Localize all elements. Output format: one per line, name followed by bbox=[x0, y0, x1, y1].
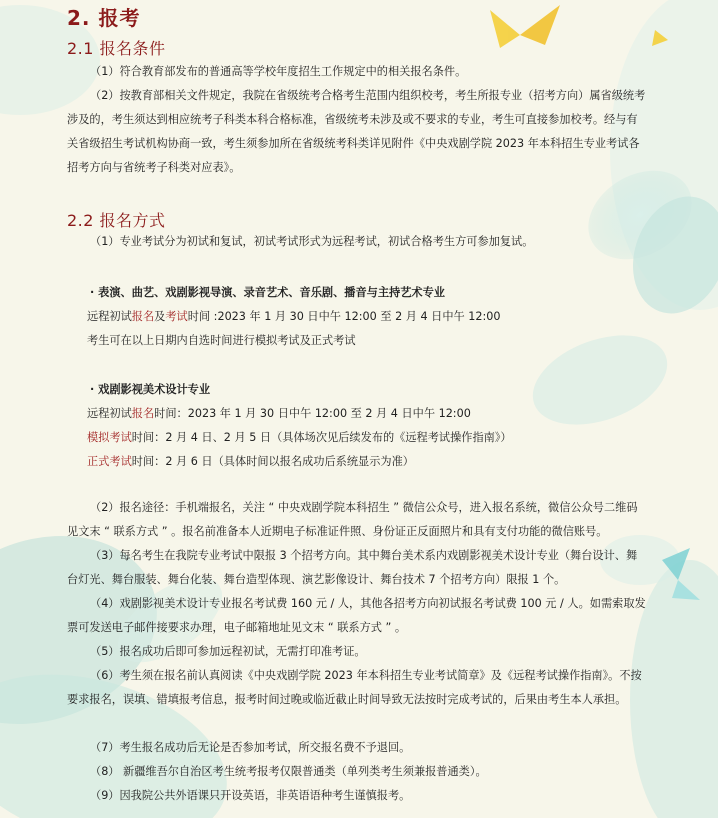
conditions-heading: 2.1 报名条件 bbox=[67, 39, 166, 58]
methods-item-7: （7）考生报名成功后无论是否参加考试，所交报名费不予退回。 bbox=[90, 741, 411, 754]
methods-item-3: （3）每名考生在我院专业考试中限报 3 个招考方向。其中舞台美术系内戏剧影视美术设计专业（舞台设计、舞台灯光、舞台服装、舞台化装、舞台造型体现、演艺影像设计、舞台技术 7 个招考方向）限报 1 个。 bbox=[67, 549, 638, 586]
methods-item-5: （5）报名成功后即可参加远程初试，无需打印准考证。 bbox=[90, 645, 366, 658]
conditions-item-1: （1）符合教育部发布的普通高等学校年度招生工作规定中的相关报名条件。 bbox=[90, 65, 467, 78]
methods-heading: 2.2 报名方式 bbox=[67, 211, 166, 230]
group-b-formal-exam: 正式考试时间：2 月 6 日（具体时间以报名成功后系统显示为准） bbox=[87, 455, 414, 468]
methods-item-2: （2）报名途径：手机端报名，关注 “ 中央戏剧学院本科招生 ” 微信公众号，进入报名系统，微信公众号二维码见文末 “ 联系方式 ” 。报名前准备本人近期电子标准证件照、身份证正反面照片和具有支付功能的微信账号。 bbox=[67, 501, 638, 538]
group-b-mock-exam: 模拟考试时间：2 月 4 日、2 月 5 日（具体场次见后续发布的《远程考试操作指南》） bbox=[87, 431, 512, 444]
methods-item-6: （6）考生须在报名前认真阅读《中央戏剧学院 2023 年本科招生专业考试简章》及《远程考试操作指南》。不按要求报名，误填、错填报考信息，报考时间过晚或临近截止时间导致无法按时完成考试的，后果由考生本人承担。 bbox=[67, 669, 642, 706]
methods-item-1: （1）专业考试分为初试和复试，初试考试形式为远程考试，初试合格考生方可参加复试。 bbox=[90, 235, 534, 248]
group-b-time: 远程初试报名时间：2023 年 1 月 30 日中午 12:00 至 2 月 4 日中午 12:00 bbox=[87, 407, 471, 420]
methods-item-8: （8） 新疆维吾尔自治区考生统考报考仅限普通类（单列类考生须兼报普通类）。 bbox=[90, 765, 487, 778]
group-b-title: · 戏剧影视美术设计专业 bbox=[90, 383, 211, 396]
methods-item-9: （9）因我院公共外语课只开设英语，非英语语种考生谨慎报考。 bbox=[90, 789, 411, 802]
group-a-title: · 表演、曲艺、戏剧影视导演、录音艺术、音乐剧、播音与主持艺术专业 bbox=[90, 286, 445, 299]
conditions-item-2: （2）按教育部相关文件规定，我院在省级统考合格考生范围内组织校考，考生所报专业（招考方向）属省级统考涉及的，考生须达到相应统考子科类本科合格标准，省级统考未涉及或不要求的专业，考生可直接参加校考。经与有关省级招生考试机构协商一致，考生须参加所在省级统考科类详见附件《中央戏剧学院 2023 年本科招生专业考试各招考方向与省统考子科类对应表》。 bbox=[67, 89, 646, 174]
group-a-time: 远程初试报名及考试时间 :2023 年 1 月 30 日中午 12:00 至 2 月 4 日中午 12:00 bbox=[87, 310, 501, 323]
methods-item-4: （4）戏剧影视美术设计专业报名考试费 160 元 / 人，其他各招考方向初试报名考试费 100 元 / 人。如需索取发票可发送电子邮件接要求办理，电子邮箱地址见文末 “ 联系方式 ” 。 bbox=[67, 597, 646, 634]
group-a-note: 考生可在以上日期内自选时间进行模拟考试及正式考试 bbox=[87, 334, 356, 347]
section-title: 2. 报考 bbox=[67, 6, 141, 30]
